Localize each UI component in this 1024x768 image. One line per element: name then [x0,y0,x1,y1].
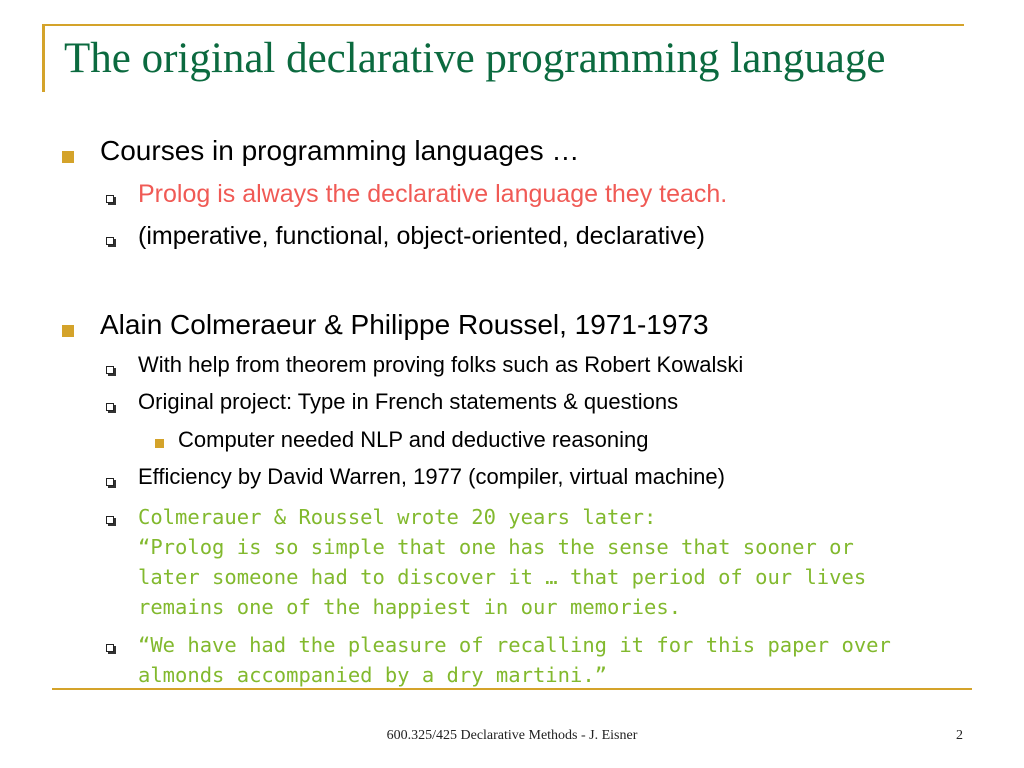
sub-bullet-warren: Efficiency by David Warren, 1977 (compiler, virtual machine) [138,464,725,489]
quote-colmerauer [138,502,938,622]
slide-footer: 600.325/425 Declarative Methods - J. Eisner [386,728,638,743]
page-number: 2 [956,728,963,743]
quote-line: Colmerauer & Roussel wrote 20 years later: [138,505,657,529]
quote-line: “Prolog is so simple that one has the sense that sooner or [138,535,854,559]
sub-bullet-original-project: Original project: Type in French statements & questions [138,389,679,414]
sub-bullet-paradigms: (imperative, functional, object-oriented, declarative) [138,222,705,250]
quote-line: remains one of the happiest in our memories. [138,595,682,619]
sub-bullet-kowalski: With help from theorem proving folks such as Robert Kowalski [138,352,744,377]
bullet-authors: Alain Colmeraeur & Philippe Roussel, 1971-1973 [100,309,709,340]
title-rule-horizontal [42,24,964,26]
hollow-square-bullet-icon [106,516,114,524]
quote-martini [138,630,938,690]
title-rule-vertical [42,24,45,92]
quote-line: “We have had the pleasure of recalling it for this paper over [138,633,891,657]
bullet-courses: Courses in programming languages … [100,135,580,166]
hollow-square-bullet-icon [106,366,114,374]
quote-line: almonds accompanied by a dry martini.” [138,663,607,687]
hollow-square-bullet-icon [106,237,114,245]
hollow-square-bullet-icon [106,644,114,652]
slide-title: The original declarative programming language [64,35,886,82]
sub-sub-bullet-nlp: Computer needed NLP and deductive reasoning [178,427,649,452]
footer-rule [52,688,972,690]
square-bullet-icon [62,325,74,337]
hollow-square-bullet-icon [106,403,114,411]
quote-line: later someone had to discover it … that period of our lives [138,565,867,589]
hollow-square-bullet-icon [106,478,114,486]
sub-bullet-prolog-taught: Prolog is always the declarative language they teach. [138,180,728,208]
square-bullet-icon [62,151,74,163]
square-bullet-icon [155,439,164,448]
hollow-square-bullet-icon [106,195,114,203]
